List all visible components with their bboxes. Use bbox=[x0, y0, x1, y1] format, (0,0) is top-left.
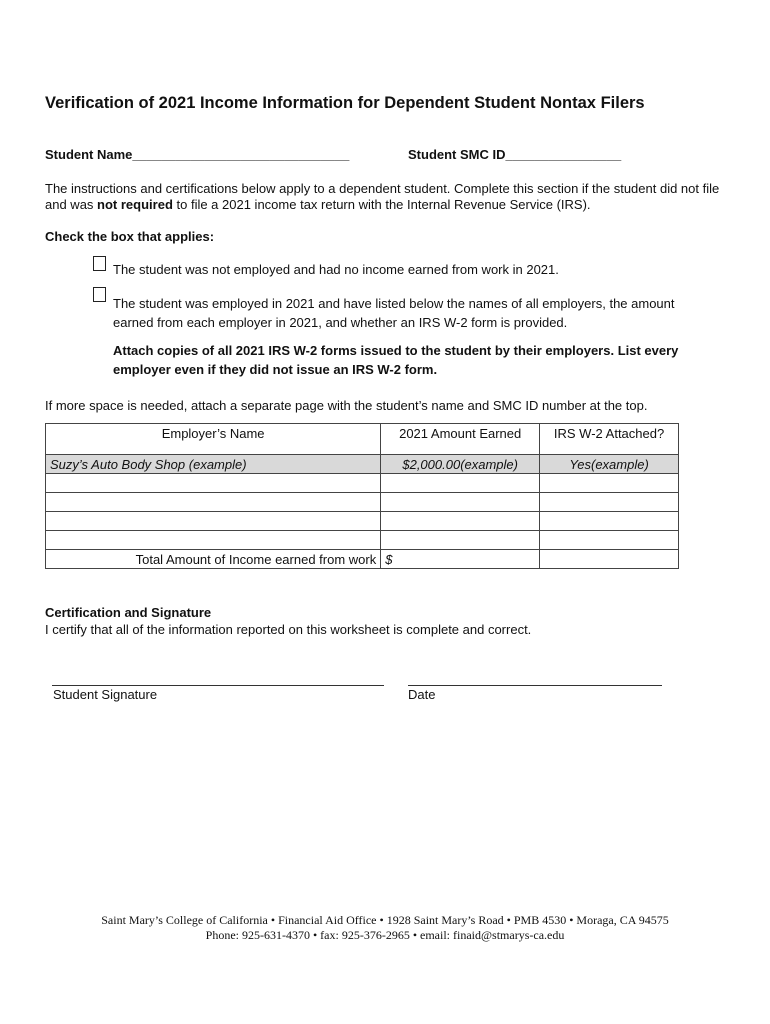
table-row bbox=[46, 512, 679, 531]
space-note: If more space is needed, attach a separate page with the student’s name and SMC ID number at the top. bbox=[45, 398, 648, 413]
instructions-paragraph bbox=[45, 181, 725, 213]
amount-cell[interactable] bbox=[381, 531, 540, 550]
header-w2-attached: IRS W-2 Attached? bbox=[540, 424, 679, 455]
example-amount: $2,000.00(example) bbox=[381, 455, 540, 474]
student-id-field[interactable]: Student SMC ID________________ bbox=[408, 147, 622, 162]
header-amount-earned: 2021 Amount Earned bbox=[381, 424, 540, 455]
option-2-label: The student was employed in 2021 and have listed below the names of all employers, the amount earned from each employer in 2021, and whether an IRS W-2 form is provided. bbox=[113, 296, 675, 330]
attach-note: Attach copies of all 2021 IRS W-2 forms issued to the student by their employers. List every employer even if they did not issue an IRS W-2 form. bbox=[113, 343, 679, 377]
check-heading: Check the box that applies: bbox=[45, 229, 215, 244]
table-row bbox=[46, 474, 679, 493]
instructions-text-end: to file a 2021 income tax return with the Internal Revenue Service (IRS). bbox=[172, 197, 591, 212]
footer-contact: Phone: 925-631-4370 • fax: 925-376-2965 • email: finaid@stmarys-ca.edu bbox=[205, 928, 565, 942]
table-row bbox=[46, 531, 679, 550]
option-1-checkbox[interactable] bbox=[93, 256, 106, 271]
option-1-label: The student was not employed and had no income earned from work in 2021. bbox=[113, 262, 559, 277]
certification-heading: Certification and Signature bbox=[45, 605, 212, 620]
table-row-example bbox=[46, 455, 679, 474]
footer-address: Saint Mary’s College of California • Financial Aid Office • 1928 Saint Mary’s Road • PMB 4530 • Moraga, CA 94575 bbox=[101, 913, 669, 927]
table-header-row bbox=[46, 424, 679, 455]
employer-name-cell[interactable] bbox=[46, 474, 381, 493]
w2-cell[interactable] bbox=[540, 531, 679, 550]
certification-text: I certify that all of the information reported on this worksheet is complete and correct. bbox=[45, 622, 532, 637]
w2-cell[interactable] bbox=[540, 474, 679, 493]
employer-name-cell[interactable] bbox=[46, 512, 381, 531]
employer-name-cell[interactable] bbox=[46, 531, 381, 550]
total-amount-field[interactable]: $ bbox=[381, 550, 540, 569]
page-title: Verification of 2021 Income Information for Dependent Student Nontax Filers bbox=[45, 94, 645, 112]
student-signature-label: Student Signature bbox=[53, 687, 158, 702]
employer-table bbox=[45, 423, 679, 569]
total-label: Total Amount of Income earned from work bbox=[46, 550, 381, 569]
amount-cell[interactable] bbox=[381, 474, 540, 493]
example-employer-name: Suzy’s Auto Body Shop (example) bbox=[46, 455, 381, 474]
example-w2: Yes(example) bbox=[540, 455, 679, 474]
w2-cell[interactable] bbox=[540, 493, 679, 512]
table-row bbox=[46, 493, 679, 512]
amount-cell[interactable] bbox=[381, 493, 540, 512]
amount-cell[interactable] bbox=[381, 512, 540, 531]
option-2-checkbox[interactable] bbox=[93, 287, 106, 302]
instructions-text-start: The instructions and certifications below apply to a dependent student. Complete this section if the student did not file and was bbox=[45, 181, 720, 212]
total-row bbox=[46, 550, 679, 569]
student-signature-line[interactable] bbox=[52, 685, 384, 686]
date-line[interactable] bbox=[408, 685, 662, 686]
w2-cell[interactable] bbox=[540, 512, 679, 531]
header-employer-name: Employer’s Name bbox=[46, 424, 381, 455]
student-name-field[interactable]: Student Name______________________________ bbox=[45, 147, 350, 162]
instructions-emphasis: not required bbox=[97, 197, 173, 212]
employer-name-cell[interactable] bbox=[46, 493, 381, 512]
total-empty-cell bbox=[540, 550, 679, 569]
date-label: Date bbox=[408, 687, 436, 702]
